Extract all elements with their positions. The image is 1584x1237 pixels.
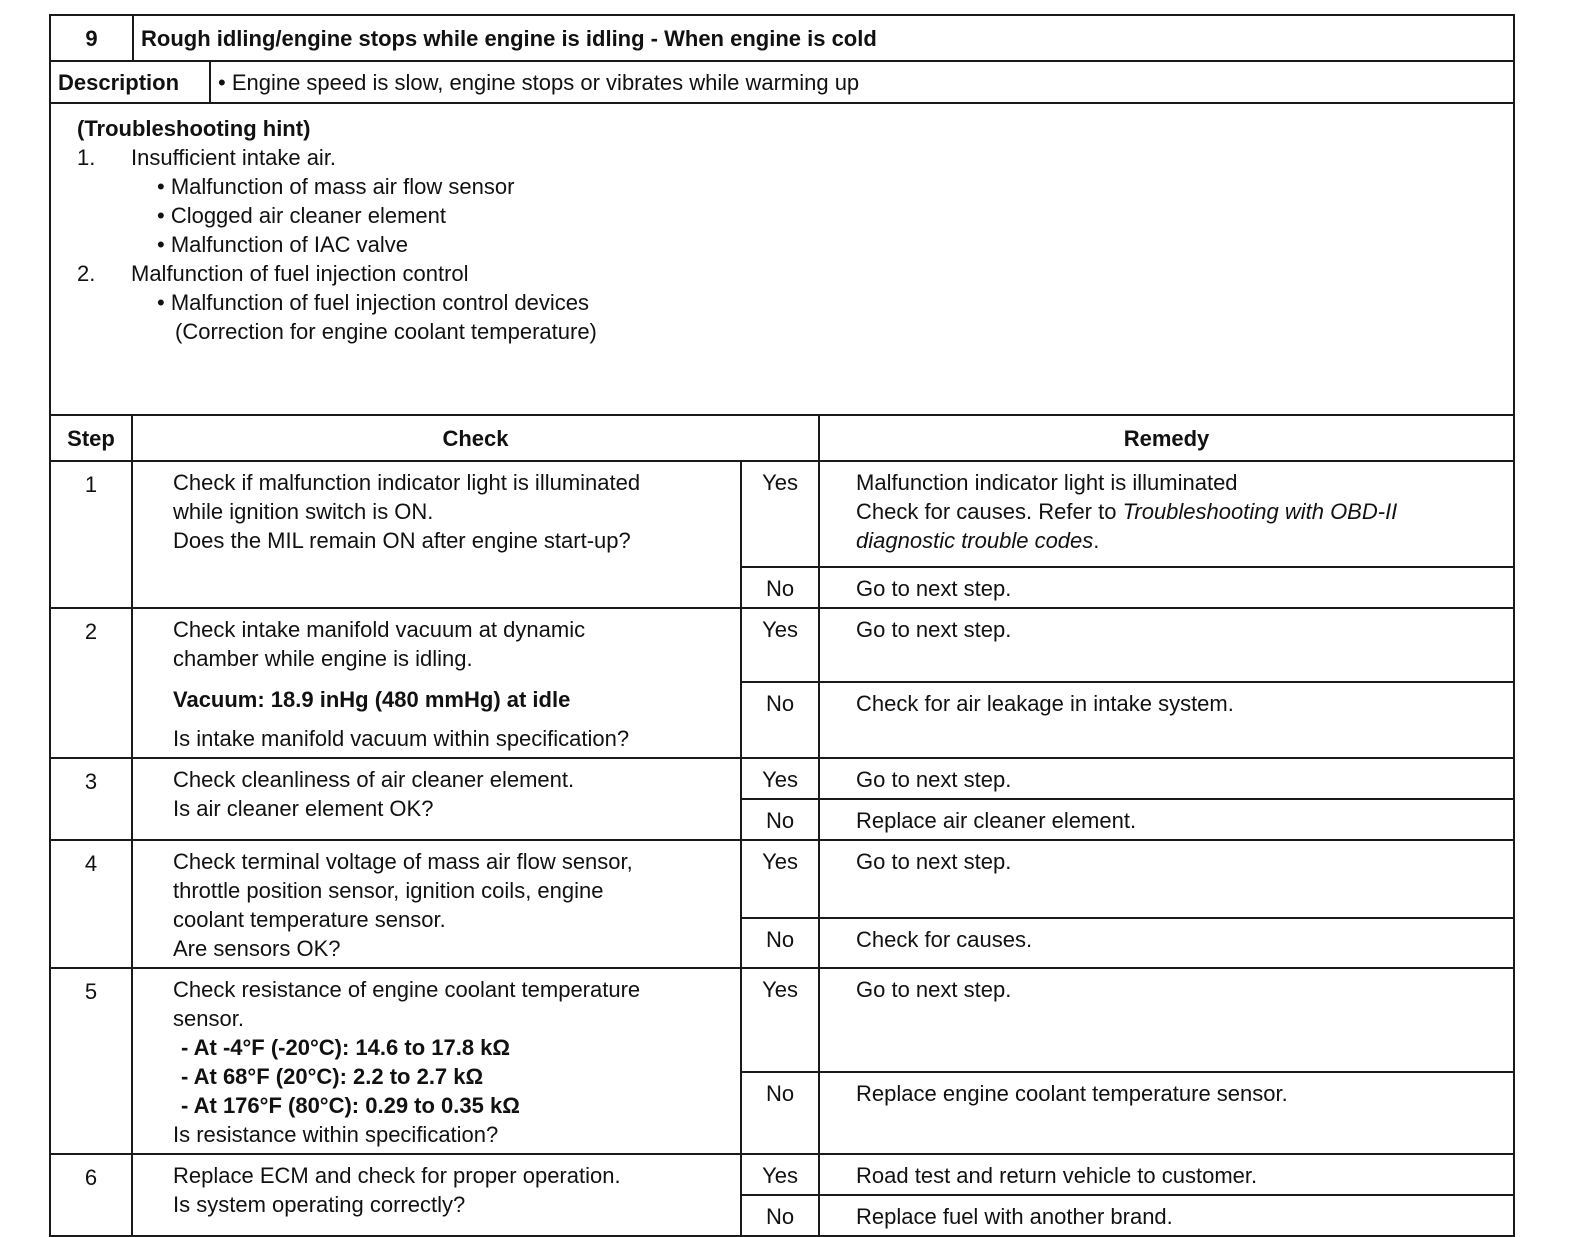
step-number: 1 [50, 461, 132, 608]
description-table [49, 60, 1515, 104]
troubleshooting-document [49, 14, 1515, 1237]
step-number: 6 [50, 1154, 132, 1236]
steps-header-row [50, 415, 1514, 461]
check-line: Is system operating correctly? [173, 1192, 466, 1217]
hint-bullet: • Malfunction of IAC valve [157, 232, 409, 257]
check-line: Is air cleaner element OK? [173, 796, 434, 821]
hint-item-number: 2. [77, 261, 96, 286]
hint-item-text: Insufficient intake air. [131, 145, 337, 170]
no-label: No [741, 1195, 819, 1236]
remedy-text: . [1093, 528, 1100, 553]
no-remedy: Check for air leakage in intake system. [819, 682, 1514, 758]
no-remedy: Replace air cleaner element. [819, 799, 1514, 840]
procedure-title: Rough idling/engine stops while engine is idling - When engine is cold [133, 15, 1514, 61]
yes-remedy: Go to next step. [819, 608, 1514, 682]
description-row [50, 61, 1514, 103]
yes-remedy: Go to next step. [819, 758, 1514, 799]
troubleshooting-hint [50, 103, 1514, 415]
no-remedy: Replace fuel with another brand. [819, 1195, 1514, 1236]
remedy-reference: diagnostic trouble codes [856, 528, 1094, 553]
header-table [49, 14, 1515, 62]
yes-label: Yes [741, 758, 819, 799]
steps-table [49, 414, 1515, 1237]
check-line: Check resistance of engine coolant temperature [173, 977, 641, 1002]
step-number: 4 [50, 840, 132, 968]
check-line: chamber while engine is idling. [173, 646, 473, 671]
check-line: coolant temperature sensor. [173, 907, 446, 932]
hint-bullet: • Clogged air cleaner element [157, 203, 446, 228]
remedy-line: Malfunction indicator light is illuminated [856, 470, 1238, 495]
check-line: Check if malfunction indicator light is illuminated [173, 470, 641, 495]
remedy-reference: Troubleshooting with OBD-II [1122, 499, 1398, 524]
hint-item [77, 259, 1513, 288]
no-label: No [741, 567, 819, 608]
hint-row [50, 103, 1514, 415]
check-line: while ignition switch is ON. [173, 499, 434, 524]
check-line: Check intake manifold vacuum at dynamic [173, 617, 586, 642]
no-label: No [741, 918, 819, 968]
resistance-spec: - At 176°F (80°C): 0.29 to 0.35 kΩ [181, 1093, 520, 1118]
step-check [132, 968, 741, 1154]
yes-label: Yes [741, 461, 819, 567]
check-line: sensor. [173, 1006, 244, 1031]
hint-bullet: • Malfunction of fuel injection control devices [157, 290, 590, 315]
description-label: Description [50, 61, 210, 103]
step-row [50, 461, 1514, 567]
check-question: Is intake manifold vacuum within specification? [173, 726, 630, 751]
hint-item [77, 143, 1513, 172]
no-remedy: Replace engine coolant temperature sensor. [819, 1072, 1514, 1154]
step-number: 3 [50, 758, 132, 840]
resistance-spec: - At -4°F (-20°C): 14.6 to 17.8 kΩ [181, 1035, 511, 1060]
step-row [50, 840, 1514, 918]
procedure-number: 9 [50, 15, 133, 61]
no-remedy: Go to next step. [819, 567, 1514, 608]
check-question: Is resistance within specification? [173, 1122, 499, 1147]
column-header-step: Step [50, 415, 132, 461]
check-line: Does the MIL remain ON after engine start-up? [173, 528, 631, 553]
no-label: No [741, 799, 819, 840]
step-check [132, 840, 741, 968]
step-row [50, 608, 1514, 682]
description-text: • Engine speed is slow, engine stops or vibrates while warming up [210, 61, 1514, 103]
step-check [132, 461, 741, 608]
remedy-line [856, 497, 1503, 526]
remedy-text: Check for causes. Refer to [856, 499, 1123, 524]
check-line: Check terminal voltage of mass air flow sensor, [173, 849, 633, 874]
header-row [50, 15, 1514, 61]
yes-label: Yes [741, 840, 819, 918]
hint-item-text: Malfunction of fuel injection control [131, 261, 469, 286]
check-line: Replace ECM and check for proper operation. [173, 1163, 621, 1188]
step-check [132, 608, 741, 758]
column-header-check: Check [132, 415, 819, 461]
remedy-line [856, 526, 1503, 555]
no-label: No [741, 1072, 819, 1154]
check-question: Are sensors OK? [173, 936, 341, 961]
step-row [50, 1154, 1514, 1195]
yes-remedy: Go to next step. [819, 968, 1514, 1072]
check-line: Check cleanliness of air cleaner element. [173, 767, 575, 792]
yes-remedy: Road test and return vehicle to customer. [819, 1154, 1514, 1195]
hint-item-number: 1. [77, 145, 96, 170]
step-check [132, 1154, 741, 1236]
step-check [132, 758, 741, 840]
no-label: No [741, 682, 819, 758]
step-number: 5 [50, 968, 132, 1154]
hint-title: (Troubleshooting hint) [77, 116, 311, 141]
step-row [50, 758, 1514, 799]
yes-label: Yes [741, 608, 819, 682]
check-line: throttle position sensor, ignition coils, engine [173, 878, 604, 903]
vacuum-spec: Vacuum: 18.9 inHg (480 mmHg) at idle [173, 687, 571, 712]
no-remedy: Check for causes. [819, 918, 1514, 968]
yes-label: Yes [741, 1154, 819, 1195]
yes-remedy [819, 461, 1514, 567]
step-row [50, 968, 1514, 1072]
hint-continuation: (Correction for engine coolant temperature) [175, 319, 597, 344]
column-header-remedy: Remedy [819, 415, 1514, 461]
yes-label: Yes [741, 968, 819, 1072]
yes-remedy: Go to next step. [819, 840, 1514, 918]
step-number: 2 [50, 608, 132, 758]
hint-bullet: • Malfunction of mass air flow sensor [157, 174, 515, 199]
resistance-spec: - At 68°F (20°C): 2.2 to 2.7 kΩ [181, 1064, 484, 1089]
hint-table [49, 102, 1515, 416]
